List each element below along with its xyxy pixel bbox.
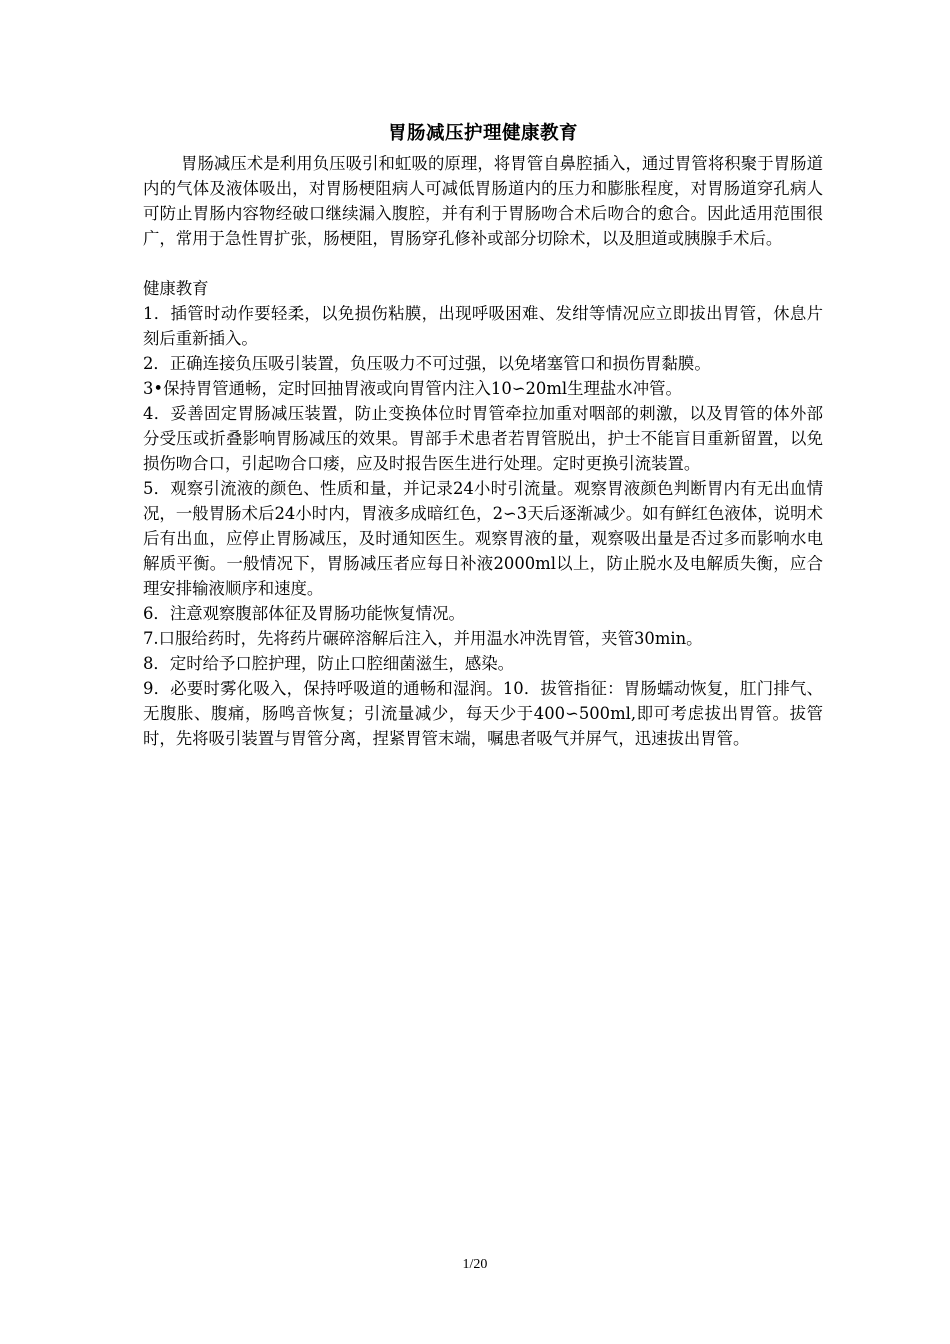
list-item: 2．正确连接负压吸引装置，负压吸力不可过强，以免堵塞管口和损伤胃黏膜。: [143, 354, 711, 373]
list-item: 8．定时给予口腔护理，防止口腔细菌滋生，感染。: [143, 654, 515, 673]
page-number: 1/20: [462, 1257, 488, 1272]
document-body: [143, 120, 823, 751]
paragraph-spacer: [143, 251, 823, 276]
list-item: 9．必要时雾化吸入，保持呼吸道的通畅和湿润。10．拔管指征：胃肠蠕动恢复，肛门排气、无腹胀、腹痛，肠鸣音恢复；引流量减少，每天少于400∽500ml,即可考虑拔出胃管。拔管时，先将吸引装置与胃管分离，捏紧胃管末端，嘱患者吸气并屏气，迅速拔出胃管。: [143, 679, 823, 748]
section-heading: 健康教育: [143, 279, 209, 298]
list-item: 5．观察引流液的颜色、性质和量，并记录24小时引流量。观察胃液颜色判断胃内有无出血情况，一般胃肠术后24小时内，胃液多成暗红色，2∽3天后逐渐减少。如有鲜红色液体，说明术后有出血，应停止胃肠减压，及时通知医生。观察胃液的量，观察吸出量是否过多而影响水电解质平衡。一般情况下，胃肠减压者应每日补液2000ml以上，防止脱水及电解质失衡，应合理安排输液顺序和速度。: [143, 479, 823, 598]
list-item: 3•保持胃管通畅，定时回抽胃液或向胃管内注入10∽20ml生理盐水冲管。: [143, 379, 682, 398]
list-item: 7.口服给药时，先将药片碾碎溶解后注入，并用温水冲洗胃管，夹管30min。: [143, 629, 703, 648]
list-item: 6．注意观察腹部体征及胃肠功能恢复情况。: [143, 604, 465, 623]
list-item: 1．插管时动作要轻柔，以免损伤粘膜，出现呼吸困难、发绀等情况应立即拔出胃管，休息片刻后重新插入。: [143, 304, 823, 348]
list-item: 4．妥善固定胃肠减压装置，防止变换体位时胃管牵拉加重对咽部的刺激，以及胃管的体外部分受压或折叠影响胃肠减压的效果。胃部手术患者若胃管脱出，护士不能盲目重新留置，以免损伤吻合口，引起吻合口瘘，应及时报告医生进行处理。定时更换引流装置。: [143, 404, 823, 473]
document-title: 胃肠减压护理健康教育: [387, 123, 578, 144]
intro-paragraph: 胃肠减压术是利用负压吸引和虹吸的原理，将胃管自鼻腔插入，通过胃管将积聚于胃肠道内的气体及液体吸出，对胃肠梗阻病人可减低胃肠道内的压力和膨胀程度，对胃肠道穿孔病人可防止胃肠内容物经破口继续漏入腹腔，并有利于胃肠吻合术后吻合的愈合。因此适用范围很广，常用于急性胃扩张，肠梗阻，胃肠穿孔修补或部分切除术，以及胆道或胰腺手术后。: [143, 154, 823, 248]
